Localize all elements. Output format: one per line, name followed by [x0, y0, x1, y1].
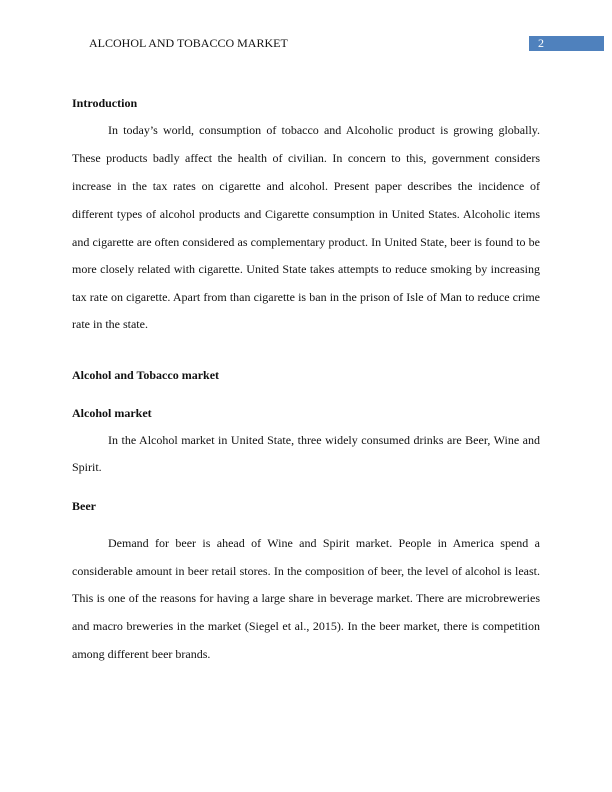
- heading-alcohol-market: Alcohol market: [72, 406, 152, 420]
- paragraph-line: different types of alcohol products and Cigarette consumption in United States. Alcoholic items: [72, 207, 540, 221]
- paragraph-line: considerable amount in beer retail stores. In the composition of beer, the level of alcohol is least.: [72, 564, 540, 578]
- paragraph-line: In the Alcohol market in United State, three widely consumed drinks are Beer, Wine and: [108, 433, 540, 447]
- paragraph-line: Demand for beer is ahead of Wine and Spirit market. People in America spend a: [108, 536, 540, 550]
- paragraph-line: These products badly affect the health of civilian. In concern to this, government considers: [72, 151, 540, 165]
- page-number-box: [529, 36, 604, 51]
- running-head: ALCOHOL AND TOBACCO MARKET: [89, 36, 288, 50]
- paragraph-line: Spirit.: [72, 460, 102, 474]
- paragraph-line: In today’s world, consumption of tobacco and Alcoholic product is growing globally.: [108, 123, 540, 137]
- heading-alcohol-tobacco-market: Alcohol and Tobacco market: [72, 368, 220, 382]
- paragraph-line: tax rate on cigarette. Apart from than cigarette is ban in the prison of Isle of Man to reduce crime: [72, 290, 540, 304]
- paragraph-line: among different beer brands.: [72, 647, 211, 661]
- heading-beer: Beer: [72, 499, 96, 513]
- paragraph-line: more closely related with cigarette. United State takes attempts to reduce smoking by increasing: [72, 262, 540, 276]
- paragraph-line: rate in the state.: [72, 317, 148, 331]
- paragraph-line: and cigarette are often considered as complementary product. In United State, beer is found to be: [72, 235, 540, 249]
- page-number: 2: [538, 36, 544, 50]
- paragraph-line: and macro breweries in the market (Siegel et al., 2015). In the beer market, there is competition: [72, 619, 540, 633]
- paragraph-line: This is one of the reasons for having a large share in beverage market. There are microbreweries: [72, 591, 540, 605]
- paragraph-line: increase in the tax rates on cigarette and alcohol. Present paper describes the incidence of: [72, 179, 540, 193]
- heading-introduction: Introduction: [72, 96, 138, 110]
